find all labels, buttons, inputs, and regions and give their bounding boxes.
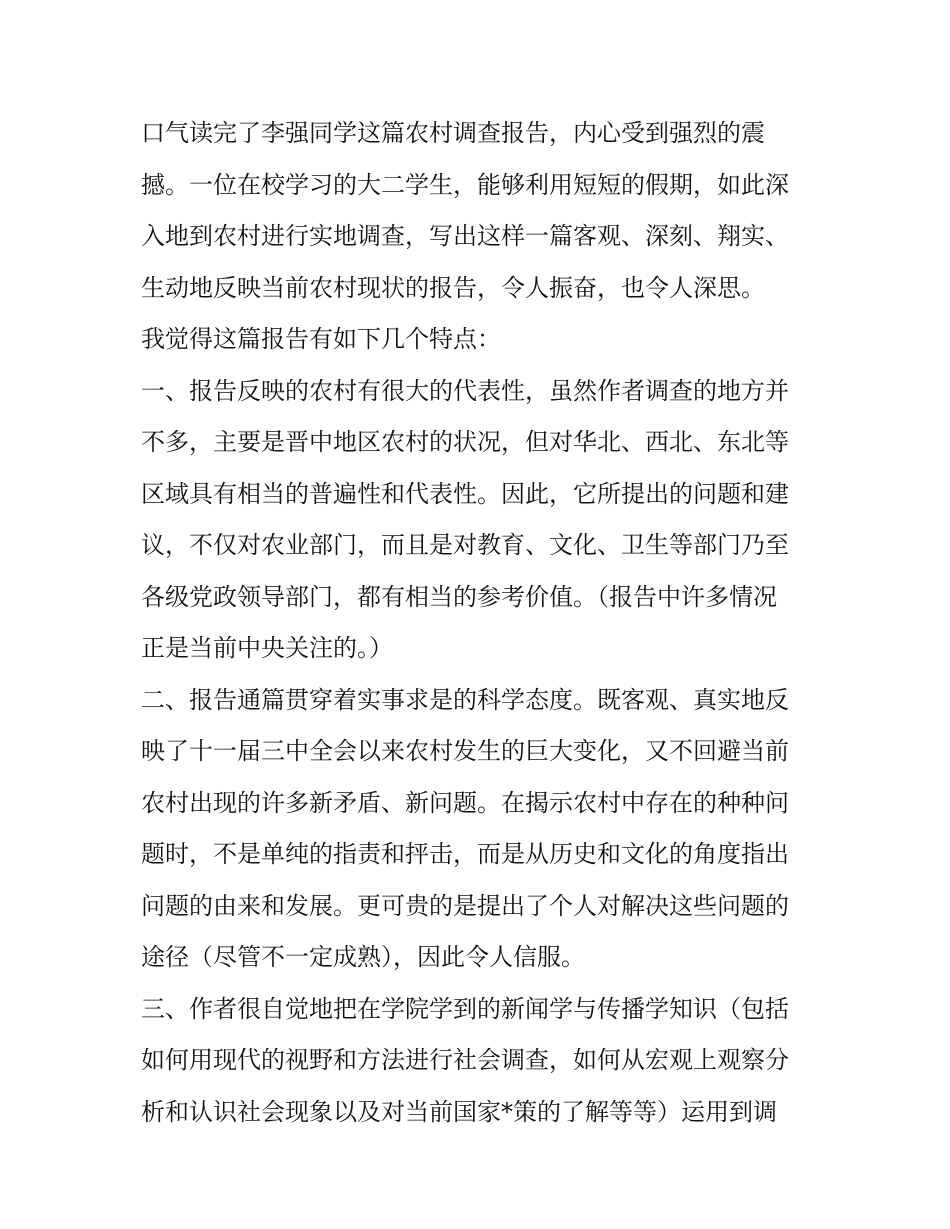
text-line: 三、作者很自觉地把在学院学到的新闻学与传播学知识（包括: [141, 994, 789, 1023]
text-line: 口气读完了李强同学这篇农村调查报告，内心受到强烈的震: [141, 119, 765, 147]
text-line: 各级党政领导部门，都有相当的参考价值。（报告中许多情况: [141, 582, 777, 611]
text-line: 正是当前中央关注的。）: [141, 634, 393, 662]
text-line: 农村出现的许多新矛盾、新问题。在揭示农村中存在的种种问: [141, 788, 789, 817]
text-line: 入地到农村进行实地调查，写出这样一篇客观、深刻、翔实、: [141, 222, 789, 250]
text-line: 生动地反映当前农村现状的报告，令人振奋，也令人深思。: [141, 273, 765, 302]
text-line: 不多，主要是晋中地区农村的状况，但对华北、西北、东北等: [141, 428, 789, 456]
text-line: 问题的由来和发展。更可贵的是提出了个人对解决这些问题的: [141, 891, 789, 920]
text-line: 议，不仅对农业部门，而且是对教育、文化、卫生等部门乃至: [141, 531, 789, 559]
text-line: 撼。一位在校学习的大二学生，能够利用短短的假期，如此深: [141, 170, 789, 199]
text-line: 题时，不是单纯的指责和抨击，而是从历史和文化的角度指出: [141, 840, 789, 868]
text-line: 映了十一届三中全会以来农村发生的巨大变化，又不回避当前: [141, 737, 789, 765]
text-line: 我觉得这篇报告有如下几个特点：: [141, 325, 501, 353]
text-line: 析和认识社会现象以及对当前国家*策的了解等等）运用到调: [141, 1097, 777, 1126]
text-line: 二、报告通篇贯穿着实事求是的科学态度。既客观、真实地反: [141, 685, 789, 714]
document-body-text: [141, 108, 831, 1138]
text-line: 区域具有相当的普遍性和代表性。因此，它所提出的问题和建: [141, 479, 789, 508]
text-line: 如何用现代的视野和方法进行社会调查，如何从宏观上观察分: [141, 1046, 789, 1074]
text-line: 途径（尽管不一定成熟），因此令人信服。: [141, 943, 585, 971]
text-line: 一、报告反映的农村有很大的代表性，虽然作者调查的地方并: [141, 376, 789, 405]
